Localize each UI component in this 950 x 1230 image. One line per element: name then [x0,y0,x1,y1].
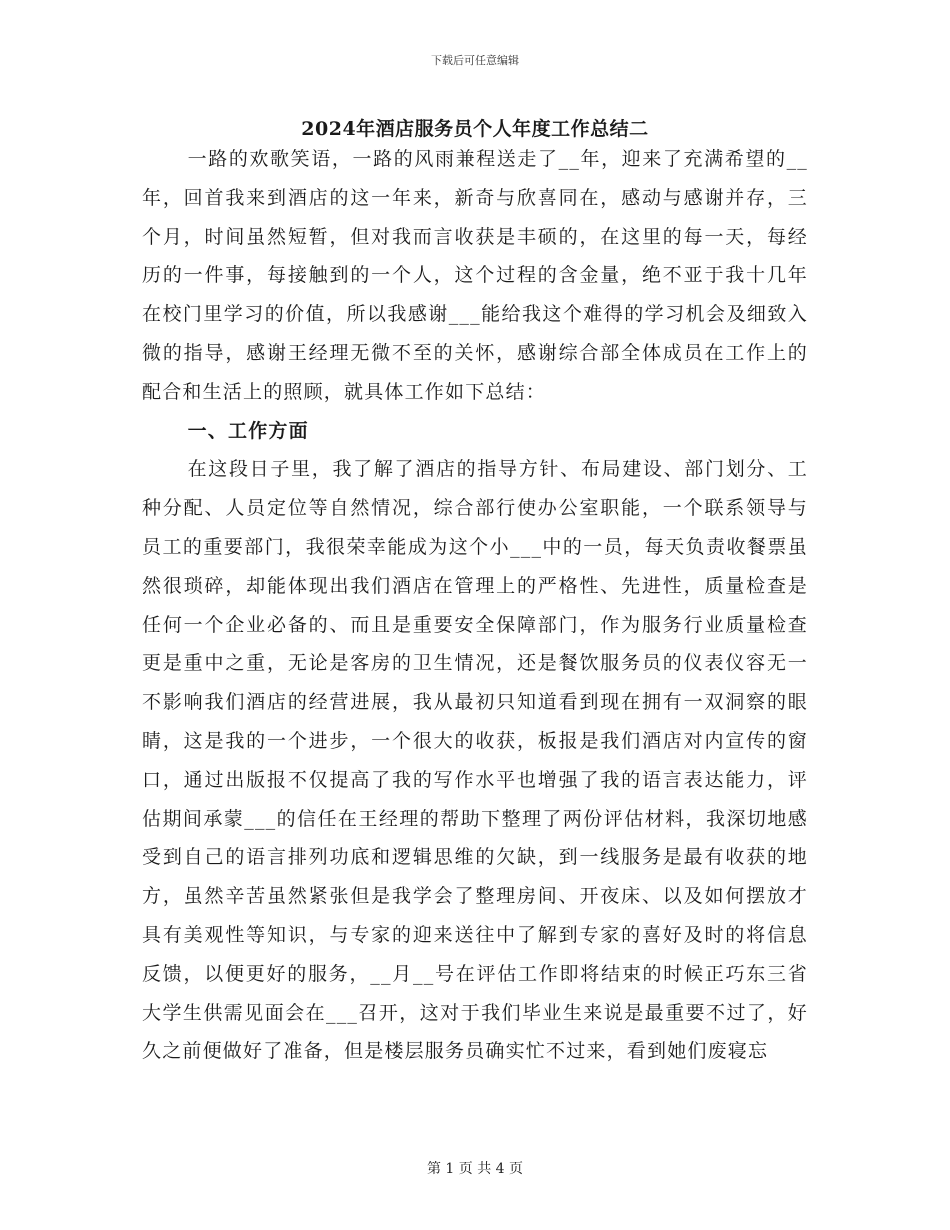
page-number: 第 1 页 共 4 页 [426,1161,524,1177]
header-note: 下载后可任意编辑 [431,54,519,67]
section-heading: 一、工作方面 [187,419,309,442]
document-title: 2024年酒店服务员个人年度工作总结二 [301,118,649,140]
intro-paragraph: 一路的欢歌笑语，一路的风雨兼程送走了__年，迎来了充满希望的__年，回首我来到酒店的这一年来，新奇与欣喜同在，感动与感谢并存，三个月，时间虽然短暂，但对我而言收获是丰硕的，在这里的每一天，每经历的一件事，每接触到的一个人，这个过程的含金量，绝不亚于我十几年在校门里学习的价值，所以我感谢___能给我这个难得的学习机会及细致入微的指导，感谢王经理无微不至的关怀，感谢综合部全体成员在工作上的配合和生活上的照顾，就具体工作如下总结： [142,148,808,403]
document-body [142,140,808,1071]
work-paragraph: 在这段日子里，我了解了酒店的指导方针、布局建设、部门划分、工种分配、人员定位等自然情况，综合部行使办公室职能，一个联系领导与员工的重要部门，我很荣幸能成为这个小___中的一员，每天负责收餐票虽然很琐碎，却能体现出我们酒店在管理上的严格性、先进性，质量检查是任何一个企业必备的、而且是重要安全保障部门，作为服务行业质量检查更是重中之重，无论是客房的卫生情况，还是餐饮服务员的仪表仪容无一不影响我们酒店的经营进展，我从最初只知道看到现在拥有一双洞察的眼睛，这是我的一个进步，一个很大的收获，板报是我们酒店对内宣传的窗口，通过出版报不仅提高了我的写作水平也增强了我的语言表达能力，评估期间承蒙___的信任在王经理的帮助下整理了两份评估材料，我深切地感受到自己的语言排列功底和逻辑思维的欠缺，到一线服务是最有收获的地方，虽然辛苦虽然紧张但是我学会了整理房间、开夜床、以及如何摆放才具有美观性等知识，与专家的迎来送往中了解到专家的喜好及时的将信息反馈，以便更好的服务，__月__号在评估工作即将结束的时候正巧东三省大学生供需见面会在___召开，这对于我们毕业生来说是最重要不过了，好久之前便做好了准备，但是楼层服务员确实忙不过来，看到她们废寝忘 [142,458,808,1063]
